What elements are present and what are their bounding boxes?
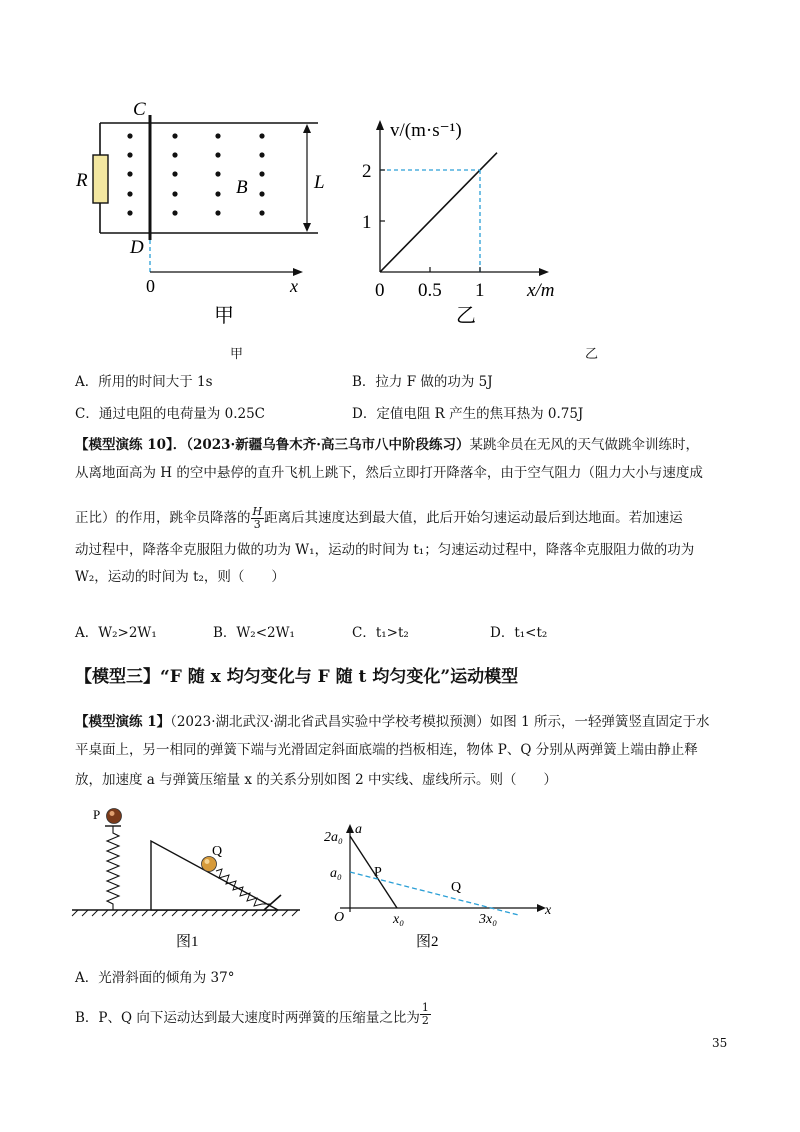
xtick-x0: x₀ [393, 912, 405, 927]
series-line-q [350, 872, 519, 915]
fig2-label-p: P [374, 865, 382, 880]
fig1-caption: 图1 [176, 934, 199, 950]
q1-text1: （2023·湖北武汉·湖北省武昌实验中学校考模拟预测）如图 1 所示，一轻弹簧竖直固定于水 [170, 714, 710, 730]
q10-line5: W₂，运动的时间为 t₂，则（ ） [75, 569, 285, 585]
field-dots [127, 133, 264, 215]
caption-yi: 乙 [456, 305, 476, 327]
q10-frac-den: 3 [253, 518, 261, 531]
q1-option-b-fraction [420, 1002, 431, 1027]
xtick-3x0: 3x₀ [479, 912, 498, 927]
label-l: L [314, 172, 325, 193]
figure-1 [72, 807, 300, 950]
ball-p [107, 809, 122, 824]
series-line-p [350, 836, 397, 908]
q10-option-c: C．t₁>t₂ [352, 625, 409, 641]
sub-caption-left: 甲 [230, 347, 244, 362]
fig2-label-a: a [355, 822, 362, 837]
q1-frac-den: 2 [421, 1014, 429, 1027]
fig2-label-x: x [545, 903, 552, 918]
q10-option-d: D．t₁<t₂ [490, 625, 548, 641]
label-b: B [236, 177, 248, 198]
label-d: D [130, 237, 144, 258]
q10-line3-post: 距离后其速度达到最大值，此后开始匀速运动最后到达地面。若加速运 [264, 510, 683, 526]
x-axis-label: x/m [527, 280, 555, 301]
q10-tag: 【模型演练 10】．（2023·新疆乌鲁木齐·高三乌市八中阶段练习） [75, 437, 470, 453]
q10-text1: 某跳伞员在无风的天气做跳伞训练时， [469, 437, 699, 453]
page-number: 35 [712, 1036, 728, 1050]
label-x: x [290, 276, 298, 296]
fig2-caption: 图2 [416, 934, 439, 950]
q10-line1 [75, 435, 699, 455]
label-origin: 0 [146, 276, 155, 296]
q1-figures [0, 800, 800, 960]
q1-line2: 平桌面上，另一相同的弹簧下端与光滑固定斜面底端的挡板相连，物体 P、Q 分别从两弹簧上端由静止释 [75, 742, 698, 758]
q9-option-b: B．拉力 F 做的功为 5J [352, 374, 493, 390]
q1-option-b [75, 1002, 431, 1028]
resistor [93, 155, 108, 203]
section-title: 【模型三】“F 随 x 均匀变化与 F 随 t 均匀变化”运动模型 [75, 667, 519, 687]
figure-2 [324, 822, 552, 950]
xtick-label: 0.5 [418, 280, 442, 301]
q1-line3: 放，加速度 a 与弹簧压缩量 x 的关系分别如图 2 中实线、虚线所示。则（ ） [75, 772, 557, 788]
q10-line4: 动过程中，降落伞克服阻力做的功为 W₁，运动的时间为 t₁；匀速运动过程中，降落伞克服阻力做的功为 [75, 542, 695, 558]
q1-tag: 【模型演练 1】 [75, 714, 171, 730]
fig2-label-o: O [334, 910, 345, 925]
q9-option-a: A．所用的时间大于 1s [75, 374, 213, 390]
v-axis-label: v/(m·s⁻¹) [390, 120, 462, 141]
q1-frac-num: 1 [421, 1001, 429, 1014]
q10-frac-num: H [252, 505, 263, 518]
q10-option-a: A．W₂>2W₁ [75, 625, 157, 641]
q10-line3 [75, 506, 683, 531]
label-c: C [133, 99, 146, 120]
ytick-label: 1 [362, 212, 372, 233]
fig1-label-q: Q [212, 844, 223, 859]
q1-option-a: A．光滑斜面的倾角为 37° [75, 970, 235, 986]
vertical-spring [107, 826, 119, 910]
ytick-2a0: 2a₀ [324, 830, 343, 845]
q9-option-c: C．通过电阻的电荷量为 0.25C [75, 406, 266, 422]
xtick-label: 1 [475, 280, 485, 301]
v-x-graph [362, 120, 554, 327]
q10-option-b: B．W₂<2W₁ [213, 625, 295, 641]
q1-option-b-text: B．P、Q 向下运动达到最大速度时两弹簧的压缩量之比为 [75, 1010, 420, 1026]
q10-fraction [251, 506, 265, 531]
fig2-label-q: Q [451, 880, 462, 895]
label-r: R [76, 170, 88, 191]
sub-caption-right: 乙 [585, 347, 599, 362]
xtick-label: 0 [375, 280, 385, 301]
circuit-figure [75, 99, 325, 327]
top-figures [0, 0, 800, 360]
fig1-label-p: P [93, 807, 101, 822]
ytick-a0: a₀ [330, 866, 342, 881]
caption-jia: 甲 [214, 305, 234, 327]
q1-line1 [75, 712, 709, 732]
ytick-label: 2 [362, 161, 372, 182]
q9-option-d: D．定值电阻 R 产生的焦耳热为 0.75J [352, 406, 584, 422]
q10-line3-pre: 正比）的作用，跳伞员降落的 [75, 510, 251, 526]
q10-line2: 从离地面高为 H 的空中悬停的直升飞机上跳下，然后立即打开降落伞，由于空气阻力（阻力大小与速度成 [75, 465, 703, 481]
